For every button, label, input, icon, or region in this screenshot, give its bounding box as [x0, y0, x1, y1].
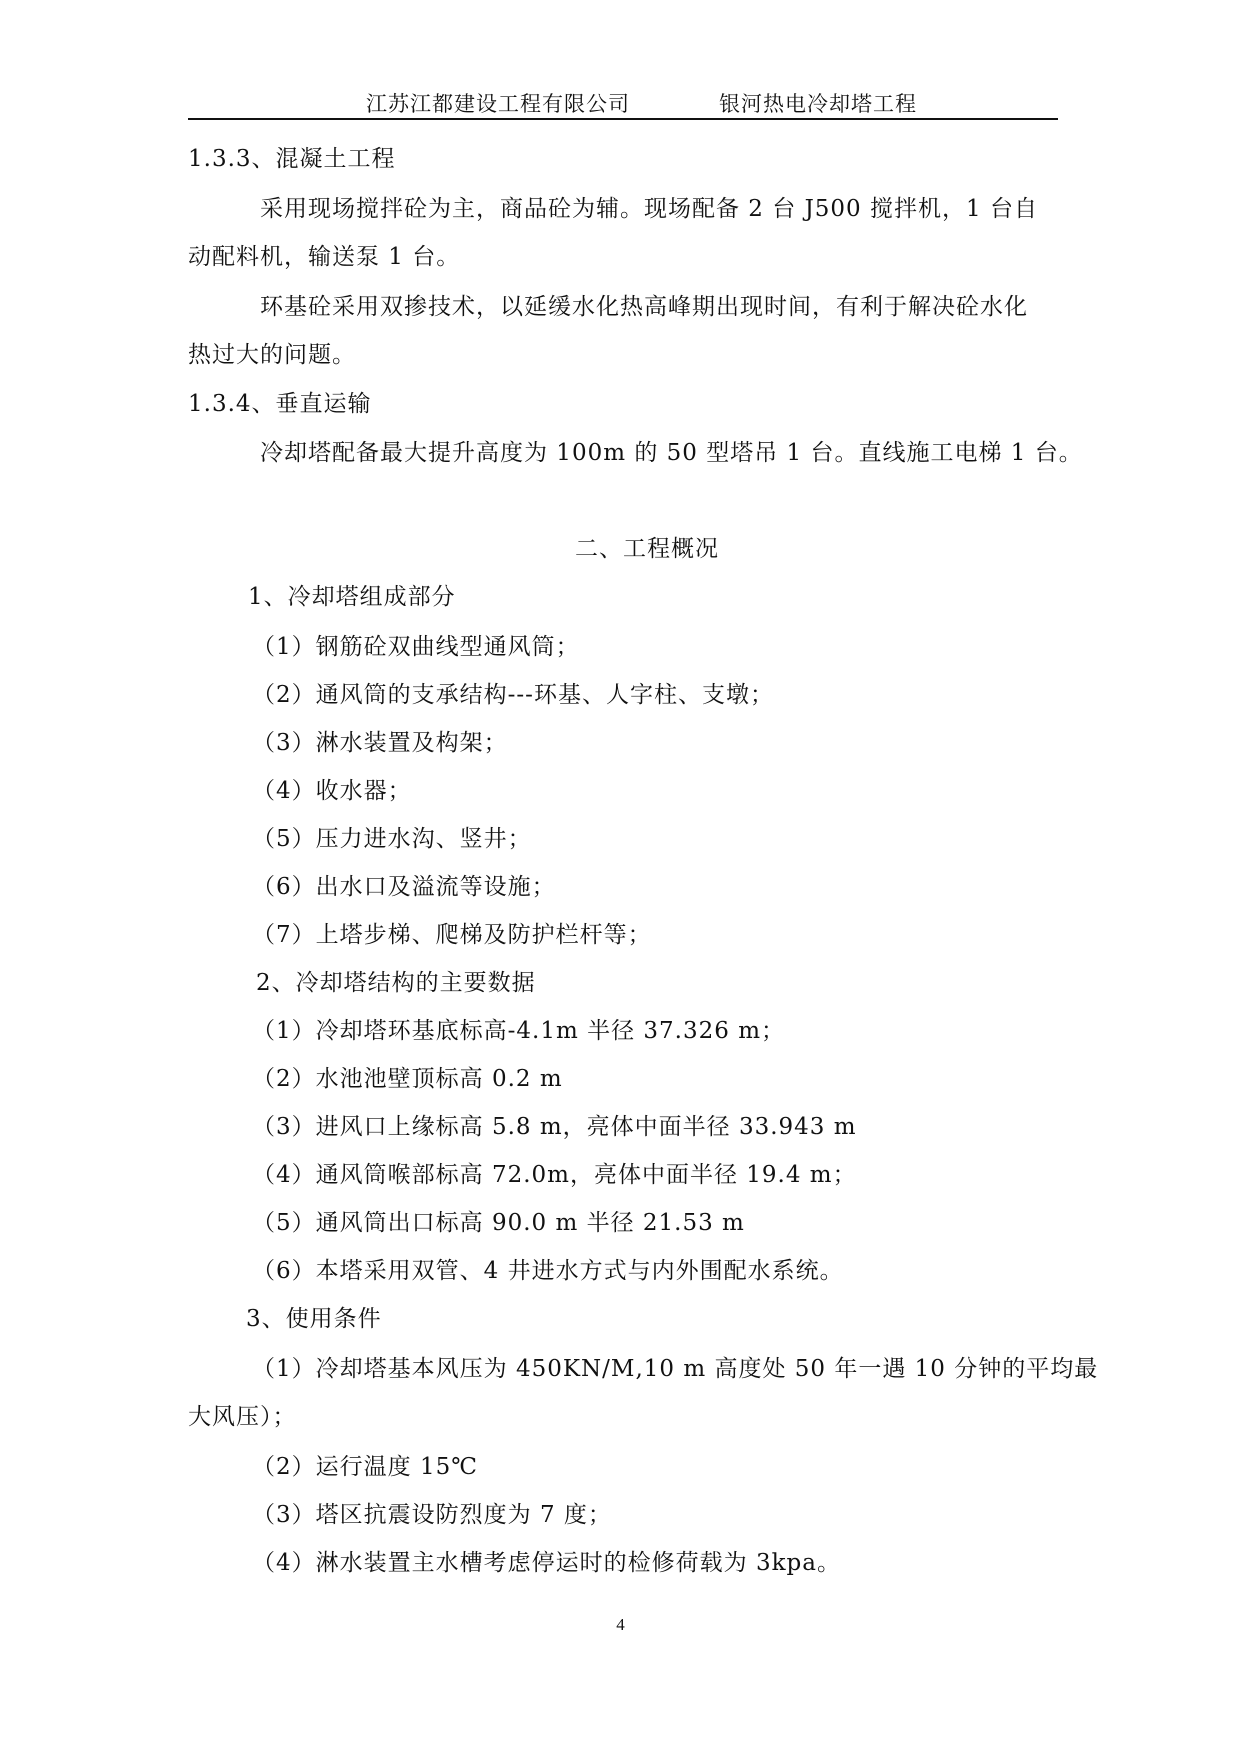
list-item: （3）淋水装置及构架； [252, 730, 508, 756]
list-item: （6）出水口及溢流等设施； [252, 874, 556, 900]
subsection-heading: 1、冷却塔组成部分 [248, 584, 456, 610]
body-line: 热过大的问题。 [188, 342, 356, 368]
list-item-continued: 大风压）； [188, 1404, 297, 1430]
list-item: （4）通风筒喉部标高 72.0m，亮体中面半径 19.4 m； [252, 1162, 857, 1188]
subsection-heading: 3、使用条件 [246, 1306, 382, 1332]
subsection-heading: 2、冷却塔结构的主要数据 [256, 970, 536, 996]
list-item: （1）冷却塔基本风压为 450KN/M,10 m 高度处 50 年一遇 10 分钟的平均最 [252, 1356, 1099, 1382]
header-company: 江苏江都建设工程有限公司 [366, 92, 630, 116]
list-item: （4）收水器； [252, 778, 412, 804]
body-line: 冷却塔配备最大提升高度为 100m 的 50 型塔吊 1 台。直线施工电梯 1 台。 [260, 440, 1083, 466]
list-item: （6）本塔采用双管、4 井进水方式与内外围配水系统。 [252, 1258, 844, 1284]
list-item: （4）淋水装置主水槽考虑停运时的检修荷载为 3kpa。 [252, 1550, 841, 1576]
list-item: （1）钢筋砼双曲线型通风筒； [252, 634, 580, 660]
body-line: 动配料机，输送泵 1 台。 [188, 244, 461, 270]
page-header [188, 86, 1058, 120]
list-item: （2）通风筒的支承结构---环基、人字柱、支墩； [252, 682, 774, 708]
list-item: （2）运行温度 15℃ [252, 1454, 478, 1480]
list-item: （3）进风口上缘标高 5.8 m，亮体中面半径 33.943 m [252, 1114, 857, 1140]
chapter-title: 二、工程概况 [575, 536, 719, 562]
list-item: （5）压力进水沟、竖井； [252, 826, 532, 852]
list-item: （5）通风筒出口标高 90.0 m 半径 21.53 m [252, 1210, 745, 1236]
body-line: 采用现场搅拌砼为主，商品砼为辅。现场配备 2 台 J500 搅拌机，1 台自 [260, 196, 1038, 222]
list-item: （2）水池池壁顶标高 0.2 m [252, 1066, 563, 1092]
section-heading-1-3-3: 1.3.3、混凝土工程 [188, 146, 396, 172]
body-line: 环基砼采用双掺技术，以延缓水化热高峰期出现时间，有利于解决砼水化 [260, 294, 1028, 320]
page-number: 4 [616, 1615, 625, 1634]
list-item: （1）冷却塔环基底标高-4.1m 半径 37.326 m； [252, 1018, 786, 1044]
list-item: （7）上塔步梯、爬梯及防护栏杆等； [252, 922, 652, 948]
header-project: 银河热电冷却塔工程 [719, 92, 917, 116]
list-item: （3）塔区抗震设防烈度为 7 度； [252, 1502, 612, 1528]
section-heading-1-3-4: 1.3.4、垂直运输 [188, 391, 372, 417]
